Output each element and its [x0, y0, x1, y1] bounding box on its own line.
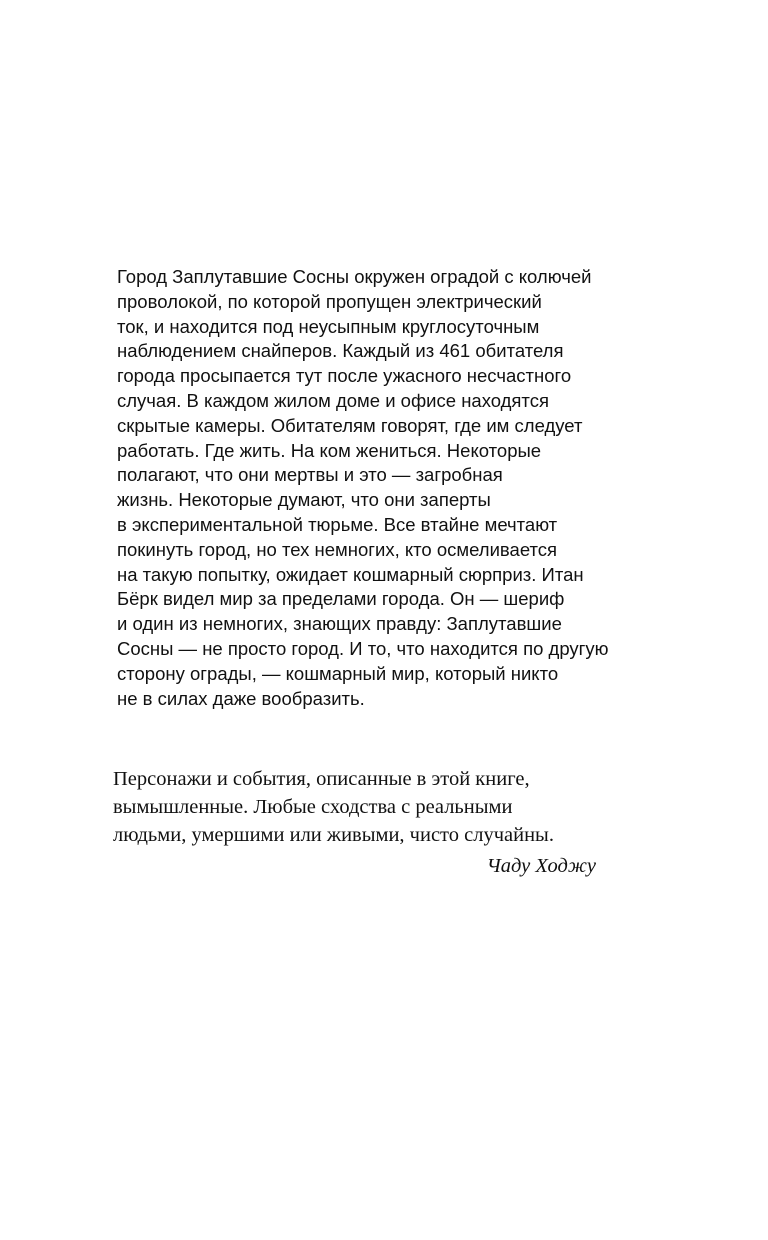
annotation-line: работать. Где жить. На ком жениться. Некоторые [117, 439, 542, 461]
annotation-line: на такую попытку, ожидает кошмарный сюрприз. Итан [117, 563, 584, 585]
annotation-line: сторону ограды, — кошмарный мир, который никто [117, 662, 559, 684]
annotation-line: ток, и находится под неусыпным круглосуточным [117, 315, 540, 337]
annotation-line: Сосны — не просто город. И то, что находится по другую [117, 637, 609, 659]
annotation-line: наблюдением снайперов. Каждый из 461 обитателя [117, 340, 564, 362]
annotation-line: города просыпается тут после ужасного несчастного [117, 365, 572, 387]
annotation-line: в экспериментальной тюрьме. Все втайне мечтают [117, 513, 558, 535]
annotation-line: жизнь. Некоторые думают, что они заперты [117, 489, 491, 511]
dedication: Чаду Ходжу [486, 855, 596, 877]
annotation-line: случая. В каждом жилом доме и офисе находятся [117, 389, 549, 411]
annotation-line: полагают, что они мертвы и это — загробная [117, 464, 503, 486]
disclaimer-line: Персонажи и события, описанные в этой книге, [113, 768, 530, 790]
fiction-disclaimer [113, 765, 633, 849]
annotation-line: не в силах даже вообразить. [117, 687, 365, 709]
annotation-line: Город Заплутавшие Сосны окружен оградой с колючей [117, 266, 592, 287]
annotation-line: Бёрк видел мир за пределами города. Он — шериф [117, 588, 565, 610]
annotation-line: и один из немногих, знающих правду: Заплутавшие [117, 613, 562, 635]
annotation-line: скрытые камеры. Обитателям говорят, где им следует [117, 414, 583, 436]
annotation-line: проволокой, по которой пропущен электрический [117, 290, 542, 312]
disclaimer-line: людьми, умершими или живыми, чисто случайны. [113, 824, 554, 846]
book-annotation [117, 265, 637, 711]
disclaimer-line: вымышленные. Любые сходства с реальными [113, 796, 513, 818]
annotation-line: покинуть город, но тех немногих, кто осмеливается [117, 538, 558, 560]
